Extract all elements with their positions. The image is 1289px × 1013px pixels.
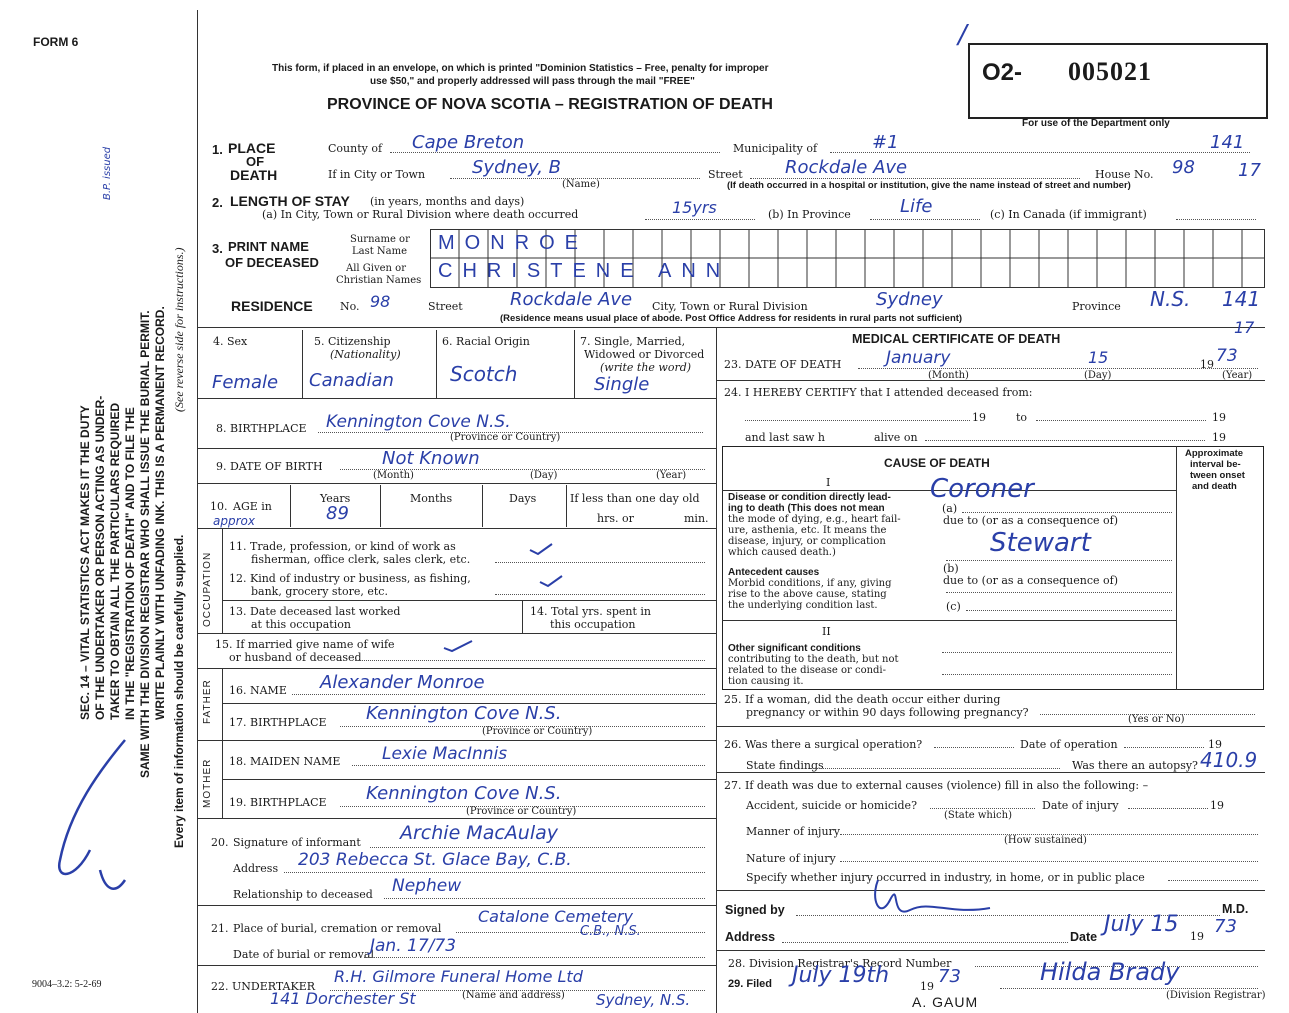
registration-prefix: O2- <box>982 59 1023 86</box>
informant-address-label: Address <box>233 862 279 875</box>
given-label-2: Christian Names <box>336 275 422 286</box>
date-of-birth-value: Not Known <box>382 448 480 469</box>
stay-city-label: (a) In City, Town or Rural Division where death occurred <box>262 208 579 221</box>
residence-label: RESIDENCE <box>231 298 313 314</box>
alive-on-year: 19 <box>1212 431 1226 444</box>
citizenship-label: 5. Citizenship <box>314 335 391 348</box>
death-year-value: 73 <box>1216 346 1238 366</box>
mother-birthplace-caption: (Province or Country) <box>466 806 577 817</box>
burial-date-label: Date of burial or removal <box>233 948 374 961</box>
residence-note: (Residence means usual place of abode. Post Office Address for residents in rural parts not sufficient) <box>500 313 963 324</box>
place-label: PLACE <box>228 140 276 156</box>
form-left-border <box>197 10 198 1013</box>
street-value: Rockdale Ave <box>785 157 908 178</box>
birthplace-label: 8. BIRTHPLACE <box>216 422 307 435</box>
age-min-label: min. <box>684 512 709 525</box>
autopsy-code: 410.9 <box>1200 748 1258 772</box>
mother-birthplace-label: 19. BIRTHPLACE <box>229 796 327 809</box>
death-day-caption: (Day) <box>1084 370 1112 381</box>
informant-signature-label: Signature of informant <box>233 836 361 849</box>
disease-label-5: disease, injury, or complication <box>728 536 886 547</box>
marital-label-1: 7. Single, Married, <box>580 335 686 348</box>
interval-label-1: Approximate <box>1185 448 1244 459</box>
municipality-code: 141 <box>1210 132 1245 153</box>
municipality-value: #1 <box>872 132 899 153</box>
spouse-check-mark <box>440 636 480 656</box>
death-year-prefix: 19 <box>1200 358 1214 371</box>
age-less-label: If less than one day old <box>570 492 700 505</box>
date-signed-label: Date <box>1070 930 1098 944</box>
due-to-2-label: due to (or as a consequence of) <box>943 574 1118 587</box>
accident-label: Accident, suicide or homicide? <box>746 799 917 812</box>
age-label: AGE in <box>233 500 272 513</box>
age-approx-note: approx <box>213 514 255 528</box>
given-names-value: CHRISTENE ANN <box>438 260 731 282</box>
interval-label-2: interval be- <box>1190 459 1241 470</box>
marital-label-2: Widowed or Divorced <box>584 348 705 361</box>
informant-signature-value: Archie MacAulay <box>400 822 558 844</box>
residence-city-label: City, Town or Rural Division <box>652 300 808 313</box>
stay-city-value: 15yrs <box>672 198 717 217</box>
certify-label: 24. I HEREBY CERTIFY that I attended deceased from: <box>724 386 1033 399</box>
section-3-number: 3. <box>212 241 223 256</box>
department-use-note: For use of the Department only <box>1022 118 1170 129</box>
informant-address-value: 203 Rebecca St. Glace Bay, C.B. <box>298 850 572 870</box>
burial-number: 21. <box>211 922 229 935</box>
hospital-note: (If death occurred in a hospital or institution, give the name instead of street and number) <box>727 180 1131 191</box>
undertaker-city: Sydney, N.S. <box>596 991 691 1009</box>
md-label: M.D. <box>1222 902 1249 916</box>
dob-month-caption: (Month) <box>373 470 414 481</box>
instruction-line-4: IN THE "REGISTRATION OF DEATH" AND TO FILE THE <box>123 407 137 720</box>
surname-value: MONROE <box>438 232 588 254</box>
medical-certificate-title: MEDICAL CERTIFICATE OF DEATH <box>852 332 1061 346</box>
attended-to-year: 19 <box>1212 411 1226 424</box>
other-label-3: related to the disease or condi- <box>728 665 887 676</box>
relationship-label: Relationship to deceased <box>233 888 373 901</box>
filed-label: 29. Filed <box>728 978 773 990</box>
father-birthplace-value: Kennington Cove N.S. <box>366 703 562 724</box>
other-label-1: Other significant conditions <box>728 643 861 654</box>
date-of-birth-label: 9. DATE OF BIRTH <box>216 460 323 473</box>
cause-b-label: (b) <box>943 562 959 575</box>
filed-year-value: 73 <box>938 966 961 987</box>
occupation-side-label: OCCUPATION <box>202 551 213 627</box>
length-of-stay-sub: (in years, months and days) <box>370 195 525 208</box>
antecedent-label-4: the underlying condition last. <box>728 600 878 611</box>
disease-label-6: which caused death.) <box>728 547 836 558</box>
age-years-value: 89 <box>326 503 349 524</box>
residence-province-code: 141 <box>1222 287 1261 311</box>
spouse-label-1: 15. If married give name of wife <box>215 638 395 651</box>
instruction-line-3: TAKER TO OBTAIN ALL THE PARTICULARS REQUIRED <box>108 402 122 720</box>
death-month-value: January <box>886 348 951 368</box>
pregnancy-label-2: pregnancy or within 90 days following pregnancy? <box>746 706 1029 719</box>
instruction-line-5: SAME WITH THE DIVISION REGISTRAR WHO SHALL ISSUE THE BURIAL PERMIT. <box>138 310 152 778</box>
undertaker-label: 22. UNDERTAKER <box>211 980 316 993</box>
antecedent-label-2: Morbid conditions, if any, giving <box>728 578 892 589</box>
mother-name-value: Lexie MacInnis <box>382 744 508 764</box>
section-2-number: 2. <box>212 195 223 210</box>
occupation-12-label-1: 12. Kind of industry or business, as fishing, <box>229 572 471 585</box>
disease-label-4: ure, asthenia, etc. It means the <box>728 525 887 536</box>
stamp-name: A. GAUM <box>912 994 979 1010</box>
registration-number: 005021 <box>1068 57 1152 86</box>
city-label: If in City or Town <box>328 168 426 181</box>
age-number: 10. <box>210 500 228 513</box>
birthplace-caption: (Province or Country) <box>450 432 561 443</box>
death-label: DEATH <box>230 167 278 183</box>
date-signed-year: 73 <box>1214 916 1237 937</box>
mother-birthplace-value: Kennington Cove N.S. <box>366 783 562 804</box>
house-number-value: 98 <box>1172 157 1195 178</box>
pregnancy-label-1: 25. If a woman, did the death occur either during <box>724 693 1001 706</box>
spouse-label-2: or husband of deceased <box>229 651 362 664</box>
surname-label-1: Surname or <box>350 234 410 245</box>
marital-value: Single <box>594 374 650 395</box>
pregnancy-caption: (Yes or No) <box>1128 714 1185 725</box>
sex-value: Female <box>212 372 279 393</box>
citizenship-value: Canadian <box>309 370 394 391</box>
attended-to-label: to <box>1016 411 1028 424</box>
age-years-label: Years <box>320 492 351 505</box>
occupation-11-label-1: 11. Trade, profession, or kind of work as <box>229 540 456 553</box>
death-month-caption: (Month) <box>928 370 969 381</box>
burial-date-value: Jan. 17/73 <box>370 936 457 956</box>
residence-street-value: Rockdale Ave <box>510 289 633 310</box>
division-registrar-caption: (Division Registrar) <box>1166 990 1266 1001</box>
operation-year-prefix: 19 <box>1208 738 1222 751</box>
instruction-line-1: SEC. 14 – VITAL STATISTICS ACT MAKES IT THE DUTY <box>78 405 92 720</box>
father-side-label: FATHER <box>202 679 213 724</box>
instruction-line-7: Every item of information should be carefully supplied. <box>172 534 186 848</box>
burial-place-value-2: C.B., N.S. <box>580 924 641 939</box>
operation-label: 26. Was there a surgical operation? <box>724 738 923 751</box>
street-label: Street <box>708 168 743 181</box>
birthplace-value: Kennington Cove N.S. <box>326 412 511 432</box>
address-label: Address <box>725 930 776 944</box>
occupation-13-label-1: 13. Date deceased last worked <box>229 605 401 618</box>
findings-label: State findings <box>746 759 824 772</box>
due-to-1-label: due to (or as a consequence of) <box>943 514 1118 527</box>
age-months-label: Months <box>410 492 453 505</box>
death-year-caption: (Year) <box>1222 370 1253 381</box>
rule-top-sections <box>197 327 1265 328</box>
manner-caption: (How sustained) <box>1004 835 1087 846</box>
burial-place-label: Place of burial, cremation or removal <box>233 922 442 935</box>
form-number: FORM 6 <box>33 35 79 49</box>
occupation-check-marks <box>520 538 580 648</box>
occupation-14-label-1: 14. Total yrs. spent in <box>530 605 651 618</box>
alive-on-label: alive on <box>874 431 918 444</box>
burial-place-value: Catalone Cemetery <box>478 907 633 926</box>
length-of-stay-label: LENGTH OF STAY <box>230 193 350 209</box>
death-day-value: 15 <box>1088 348 1109 367</box>
operation-date-label: Date of operation <box>1020 738 1118 751</box>
injury-year-prefix: 19 <box>1210 799 1224 812</box>
father-birthplace-label: 17. BIRTHPLACE <box>229 716 327 729</box>
age-days-label: Days <box>509 492 537 505</box>
instruction-line-6: WRITE PLAINLY WITH UNFADING INK. THIS IS A PERMANENT RECORD. <box>153 306 167 720</box>
date-of-death-label: 23. DATE OF DEATH <box>724 358 842 371</box>
mail-notice-2: use $50," and properly addressed will pass through the mail "FREE" <box>370 76 695 87</box>
antecedent-label-1: Antecedent causes <box>728 567 820 578</box>
record-number-label: 28. Division Registrar's Record Number <box>728 957 952 970</box>
racial-origin-label: 6. Racial Origin <box>442 335 530 348</box>
last-saw-label: and last saw h <box>745 431 826 444</box>
surname-label-2: Last Name <box>352 246 408 257</box>
form-title: PROVINCE OF NOVA SCOTIA – REGISTRATION OF DEATH <box>327 96 773 113</box>
dob-day-caption: (Day) <box>530 470 558 481</box>
age-hrs-label: hrs. or <box>597 512 634 525</box>
citizenship-sub: (Nationality) <box>330 348 401 361</box>
sex-label: 4. Sex <box>213 335 248 348</box>
mother-side-label: MOTHER <box>202 758 213 808</box>
stay-canada-label: (c) In Canada (if immigrant) <box>990 208 1147 221</box>
section-1-number: 1. <box>212 142 223 157</box>
cause-c-label: (c) <box>946 600 961 613</box>
antecedent-label-3: rise to the above cause, stating <box>728 589 887 600</box>
residence-province-value: N.S. <box>1150 287 1191 311</box>
occupation-13-label-2: at this occupation <box>251 618 351 631</box>
undertaker-caption: (Name and address) <box>462 990 565 1001</box>
due-to-1-value: Stewart <box>990 528 1091 558</box>
form-code: 9004–3.2: 5-2-69 <box>32 979 102 990</box>
residence-number-label: No. <box>340 300 360 313</box>
residence-code-2: 17 <box>1234 318 1255 337</box>
attended-from-year: 19 <box>972 411 986 424</box>
of-deceased-label: OF DECEASED <box>225 255 319 270</box>
date-signed-year-prefix: 19 <box>1190 930 1204 943</box>
undertaker-street: 141 Dorchester St <box>270 989 416 1008</box>
mail-notice-1: This form, if placed in an envelope, on which is printed "Dominion Statistics – Free, penalty for improper <box>272 63 769 74</box>
column-divider <box>716 327 717 1013</box>
residence-street-label: Street <box>428 300 463 313</box>
residence-city-value: Sydney <box>876 289 943 310</box>
cause-a-label: (a) <box>942 502 958 515</box>
filed-date-value: July 19th <box>792 963 890 988</box>
other-label-2: contributing to the death, but not <box>728 654 899 665</box>
occupation-12-label-2: bank, grocery store, etc. <box>251 585 388 598</box>
manner-label: Manner of injury <box>746 825 841 838</box>
name-caption: (Name) <box>562 179 600 190</box>
relationship-value: Nephew <box>392 876 462 896</box>
registrar-initial-mark <box>30 730 140 900</box>
house-code: 17 <box>1238 160 1261 181</box>
stay-province-value: Life <box>900 196 933 217</box>
disease-label-3: the mode of dying, e.g., heart fail- <box>728 514 901 525</box>
instruction-line-2: OF THE UNDERTAKER OR PERSON ACTING AS UNDER- <box>93 395 107 720</box>
injury-date-label: Date of injury <box>1042 799 1119 812</box>
filed-year-prefix: 19 <box>920 980 934 993</box>
residence-province-label: Province <box>1072 300 1121 313</box>
given-label-1: All Given or <box>346 263 406 274</box>
registration-number-box <box>968 43 1268 119</box>
physician-signature <box>860 870 1000 930</box>
county-label: County of <box>328 142 383 155</box>
part-1-label: I <box>826 476 831 489</box>
municipality-label: Municipality of <box>733 142 818 155</box>
accident-caption: (State which) <box>944 810 1012 821</box>
father-birthplace-caption: (Province or Country) <box>482 726 593 737</box>
external-causes-label: 27. If death was due to external causes (violence) fill in also the following: – <box>724 779 1149 792</box>
father-name-label: 16. NAME <box>229 684 287 697</box>
occupation-11-label-2: fisherman, office clerk, sales clerk, etc. <box>251 553 471 566</box>
interval-label-4: and death <box>1192 481 1237 492</box>
of-label: OF <box>246 154 265 169</box>
division-registrar-signature: Hilda Brady <box>1040 958 1180 986</box>
dob-year-caption: (Year) <box>656 470 687 481</box>
cause-a-value: Coroner <box>930 474 1034 504</box>
burial-permit-mark: B.P. issued <box>102 146 113 200</box>
other-label-4: tion causing it. <box>728 676 804 687</box>
print-name-label: PRINT NAME <box>228 239 309 254</box>
interval-label-3: tween onset <box>1190 470 1245 481</box>
nature-label: Nature of injury <box>746 852 836 865</box>
mother-name-label: 18. MAIDEN NAME <box>229 755 341 768</box>
date-signed-value: July 15 <box>1104 912 1179 937</box>
occupation-14-label-2: this occupation <box>550 618 636 631</box>
cause-title: CAUSE OF DEATH <box>884 456 990 470</box>
racial-origin-value: Scotch <box>450 362 518 386</box>
city-value: Sydney, B <box>472 157 562 178</box>
house-number-label: House No. <box>1095 168 1154 181</box>
disease-label-2: ing to death (This does not mean <box>728 503 885 514</box>
undertaker-value: R.H. Gilmore Funeral Home Ltd <box>334 967 583 986</box>
residence-number-value: 98 <box>370 292 391 311</box>
county-value: Cape Breton <box>412 132 525 153</box>
signed-by-label: Signed by <box>725 903 785 917</box>
stay-province-label: (b) In Province <box>768 208 851 221</box>
informant-number: 20. <box>211 836 229 849</box>
tick-mark: / <box>958 20 967 50</box>
father-name-value: Alexander Monroe <box>320 672 485 693</box>
part-2-label: II <box>822 625 831 638</box>
instruction-line-8: (See reverse side for instructions.) <box>172 247 186 412</box>
marital-label-3: (write the word) <box>600 361 692 374</box>
specify-label: Specify whether injury occurred in industry, in home, or in public place <box>746 871 1145 884</box>
disease-label-1: Disease or condition directly lead- <box>728 492 891 503</box>
autopsy-label: Was there an autopsy? <box>1072 759 1198 772</box>
